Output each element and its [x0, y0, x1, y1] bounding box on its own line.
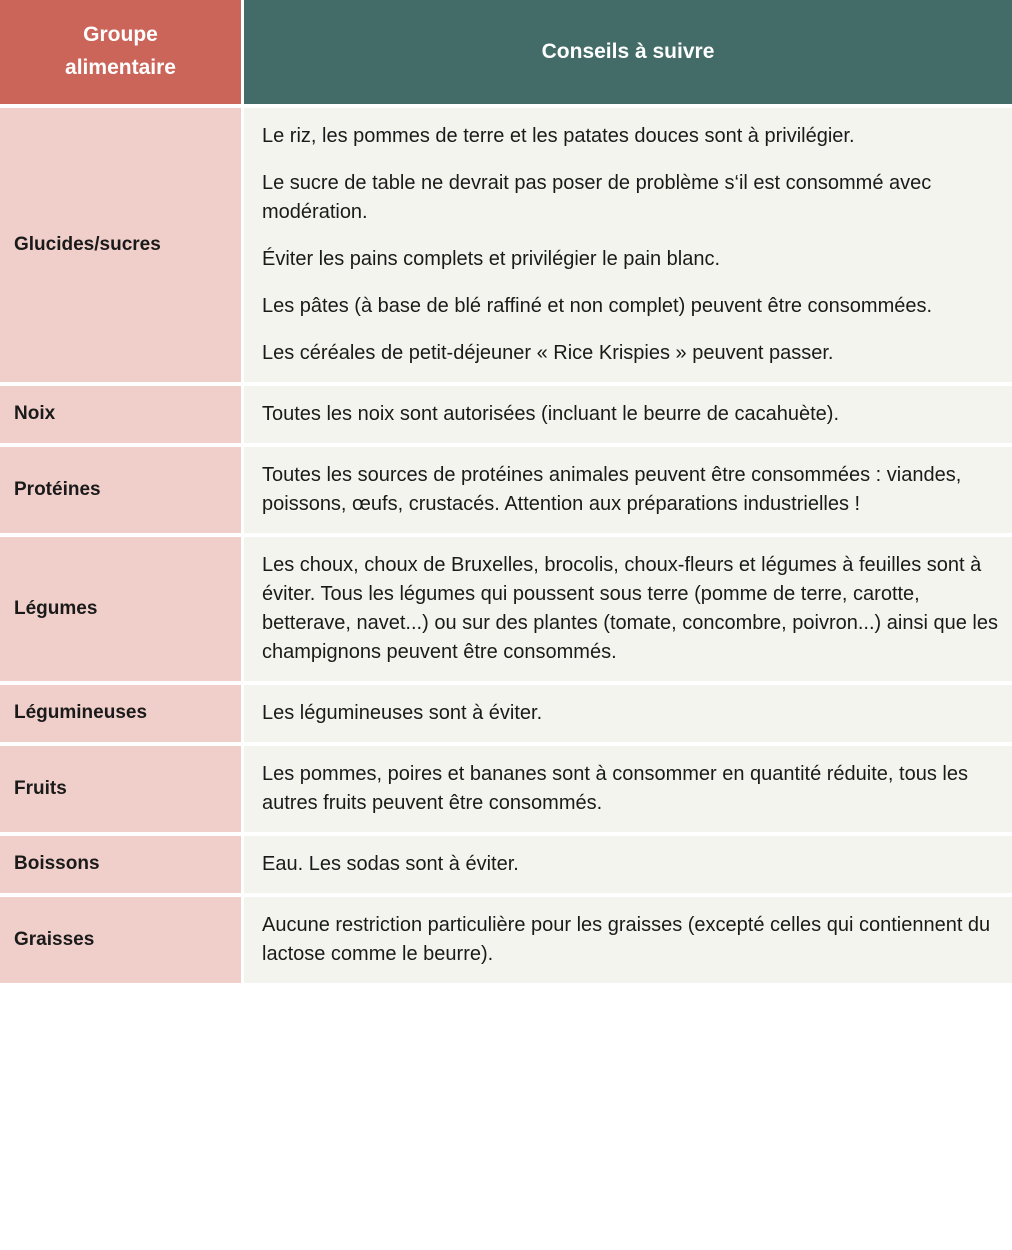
advice-cell: [241, 443, 1012, 533]
advice-paragraph: Les pâtes (à base de blé raffiné et non complet) peuvent être consommées.: [262, 295, 933, 317]
table-row: [0, 104, 1012, 382]
advice-cell: [241, 681, 1012, 742]
table-row: [0, 382, 1012, 443]
food-group-cell: Protéines: [0, 443, 241, 533]
table-row: [0, 681, 1012, 742]
advice-cell: [241, 742, 1012, 832]
table-row: [0, 742, 1012, 832]
advice-cell: [241, 533, 1012, 681]
advice-paragraph: Eau. Les sodas sont à éviter.: [262, 853, 519, 875]
table-row: [0, 533, 1012, 681]
advice-paragraph: Aucune restriction particulière pour les graisses (excepté celles qui contiennent du lactose comme le beurre).: [262, 914, 991, 965]
header-row: [0, 0, 1012, 104]
table-body: [0, 104, 1012, 983]
column-header-food-group-line2: alimentaire: [65, 56, 176, 79]
table-row: [0, 832, 1012, 893]
table-row: [0, 893, 1012, 983]
advice-cell: [241, 104, 1012, 382]
food-group-cell: Noix: [0, 382, 241, 443]
advice-cell: [241, 382, 1012, 443]
column-header-food-group-line1: Groupe: [83, 23, 158, 47]
food-group-cell: Fruits: [0, 742, 241, 832]
table-row: [0, 443, 1012, 533]
advice-cell: [241, 832, 1012, 893]
table-header: [0, 0, 1012, 104]
advice-paragraph: Les pommes, poires et bananes sont à consommer en quantité réduite, tous les autres fruits peuvent être consommés.: [262, 763, 968, 814]
advice-cell: [241, 893, 1012, 983]
column-header-advice: Conseils à suivre: [241, 0, 1012, 104]
advice-paragraph: Le riz, les pommes de terre et les patates douces sont à privilégier.: [262, 125, 855, 147]
food-group-cell: Glucides/sucres: [0, 104, 241, 382]
food-group-cell: Boissons: [0, 832, 241, 893]
advice-paragraph: Les céréales de petit-déjeuner « Rice Krispies » peuvent passer.: [262, 342, 834, 364]
advice-paragraph: Éviter les pains complets et privilégier le pain blanc.: [262, 248, 720, 270]
advice-paragraph: Le sucre de table ne devrait pas poser de problème s‘il est consommé avec modération.: [262, 172, 932, 223]
food-group-cell: Légumineuses: [0, 681, 241, 742]
food-group-cell: Légumes: [0, 533, 241, 681]
advice-paragraph: Les légumineuses sont à éviter.: [262, 702, 543, 724]
advice-paragraph: Toutes les sources de protéines animales peuvent être consommées : viandes, poissons, œufs, crustacés. Attention aux préparations industrielles !: [262, 464, 962, 515]
advice-paragraph: Les choux, choux de Bruxelles, brocolis, choux-fleurs et légumes à feuilles sont à éviter. Tous les légumes qui poussent sous terre (pomme de terre, carotte, betterave, navet...) ou sur des plantes (tomate, concombre, poivron...) ainsi que les champignons peuvent être consommés.: [262, 554, 998, 663]
food-group-cell: Graisses: [0, 893, 241, 983]
advice-paragraph: Toutes les noix sont autorisées (incluant le beurre de cacahuète).: [262, 403, 840, 425]
column-header-food-group: [0, 0, 241, 104]
